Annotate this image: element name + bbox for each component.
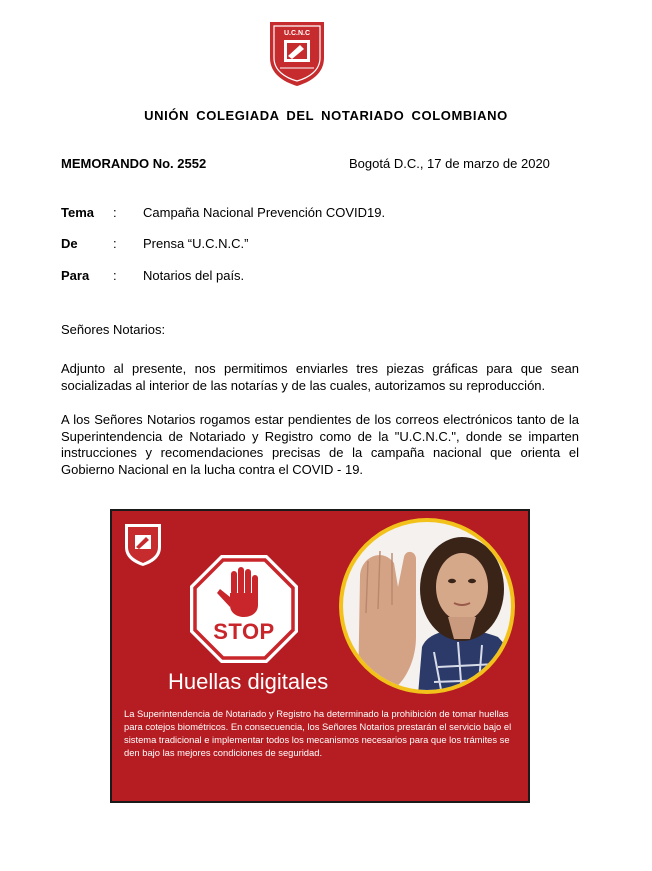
body-paragraph-2: A los Señores Notarios rogamos estar pendientes de los correos electrónicos tanto de la Superintendencia de Notariado y Registro como de la "U.C.N.C.", donde se imparten instrucciones y recomendaciones precisas de la campaña nacional que orienta el Gobierno Nacional en la lucha contra el COVID - 19. bbox=[61, 412, 579, 477]
tema-separator: : bbox=[113, 205, 117, 220]
para-row bbox=[61, 268, 244, 283]
woman-stop-gesture-photo bbox=[338, 517, 516, 695]
memo-number: MEMORANDO No. 2552 bbox=[61, 156, 207, 171]
de-row bbox=[61, 236, 248, 251]
memo-date: Bogotá D.C., 17 de marzo de 2020 bbox=[349, 156, 550, 171]
para-separator: : bbox=[113, 268, 117, 283]
de-value: Prensa “U.C.N.C.” bbox=[143, 236, 249, 251]
poster-title: Huellas digitales bbox=[168, 669, 329, 694]
svg-text:U.C.N.C: U.C.N.C bbox=[283, 30, 311, 37]
stop-label: STOP bbox=[213, 619, 275, 644]
tema-row bbox=[61, 205, 385, 220]
tema-label: Tema bbox=[61, 205, 94, 220]
tema-value: Campaña Nacional Prevención COVID19. bbox=[143, 205, 386, 220]
para-label: Para bbox=[61, 268, 90, 283]
poster-description: La Superintendencia de Notariado y Registro ha determinado la prohibición de tomar huellas para cotejos biométricos. En consecuencia, los Señores Notarios prestarán el servicio bajo el sistema tradicional e implementar todos los mecanismos necesarios para que los trámites se den bajo las mejores condiciones de seguridad. bbox=[124, 708, 512, 758]
para-value: Notarios del país. bbox=[143, 268, 245, 283]
organization-title: UNIÓN COLEGIADA DEL NOTARIADO COLOMBIANO bbox=[144, 108, 508, 123]
ucnc-shield-logo-icon bbox=[122, 521, 164, 567]
salutation: Señores Notarios: bbox=[61, 322, 166, 337]
stop-sign-hand-icon bbox=[188, 553, 300, 665]
campaign-poster bbox=[110, 509, 530, 803]
de-separator: : bbox=[113, 236, 117, 251]
ucnc-shield-logo-icon bbox=[264, 18, 330, 88]
body-paragraph-1: Adjunto al presente, nos permitimos enviarles tres piezas gráficas para que sean socializadas al interior de las notarías y de las cuales, autorizamos su reproducción. bbox=[61, 361, 579, 393]
de-label: De bbox=[61, 236, 78, 251]
